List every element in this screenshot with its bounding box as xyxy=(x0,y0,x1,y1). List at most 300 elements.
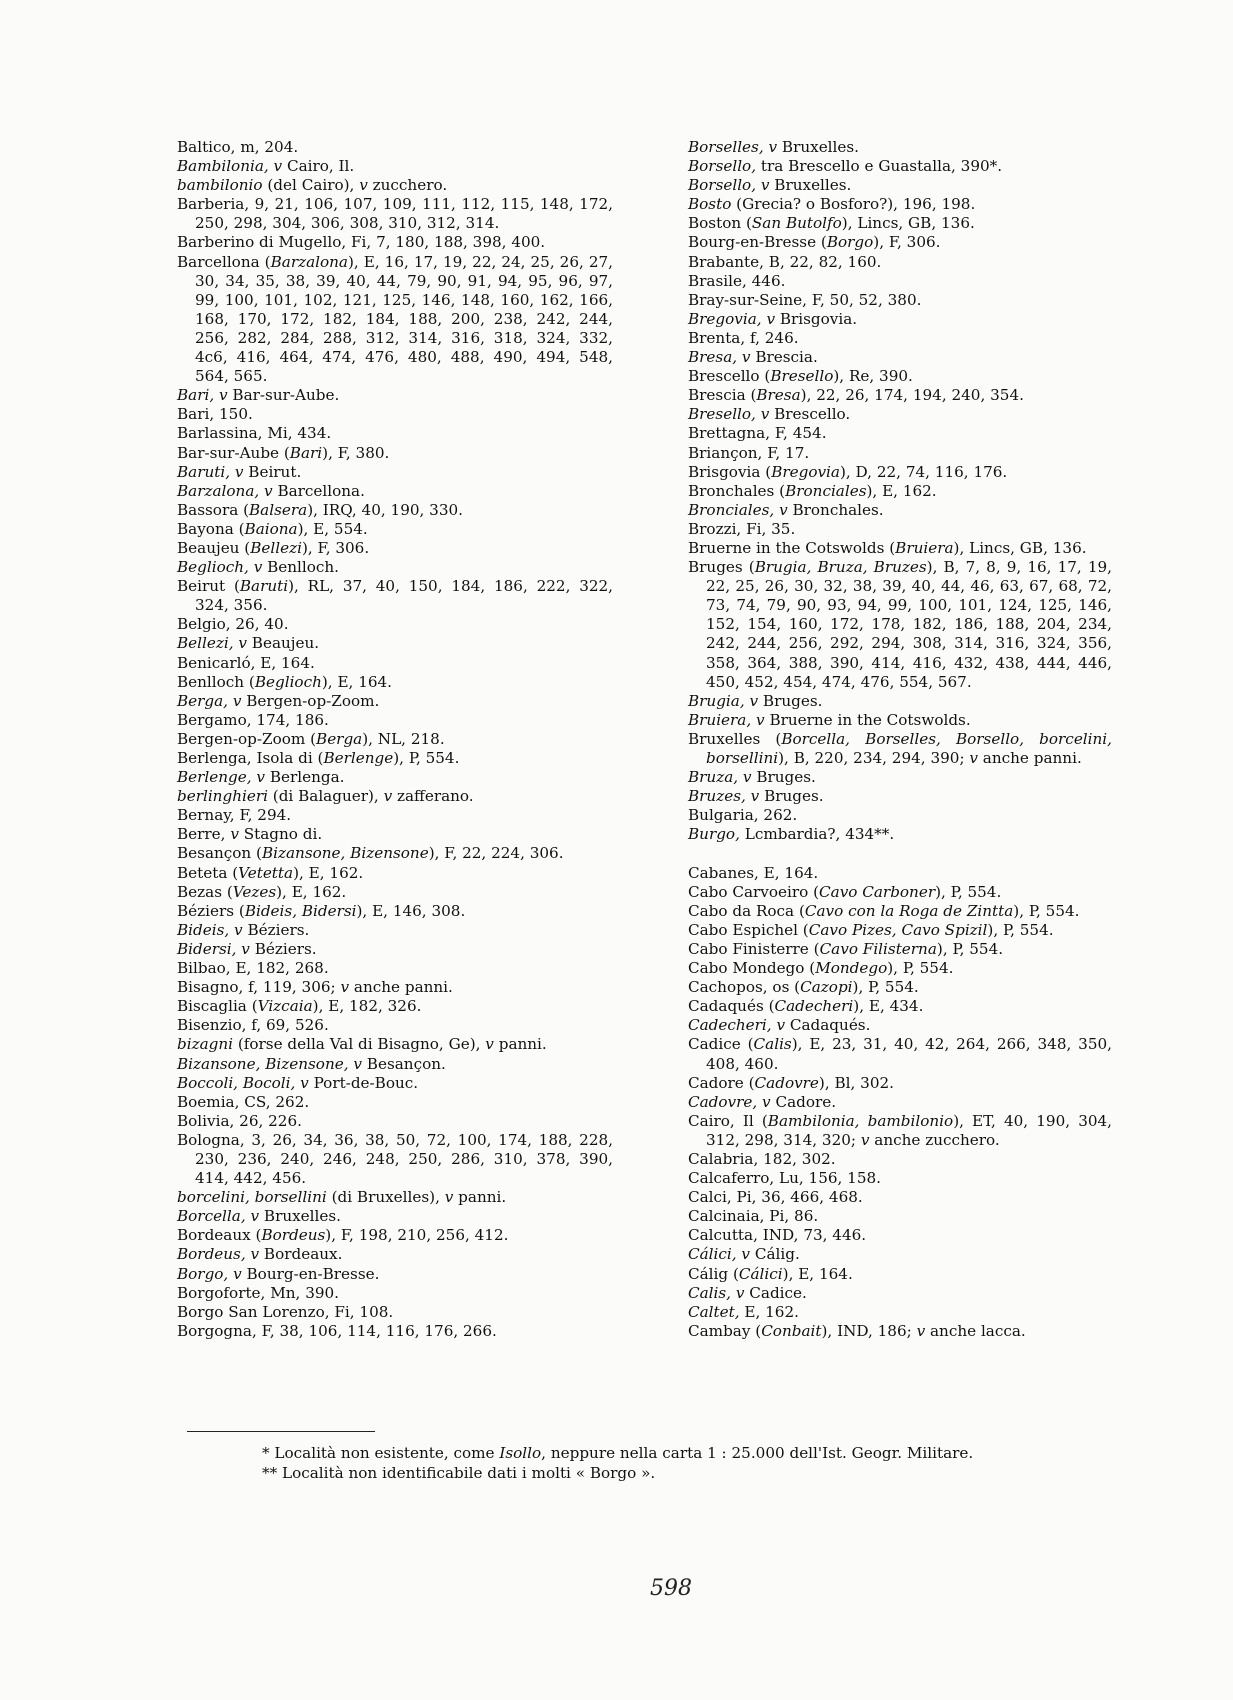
entry-text: Béziers ( xyxy=(177,901,245,920)
index-entry xyxy=(177,176,613,195)
entry-italic-text: Bruzes, xyxy=(688,787,746,806)
index-entry xyxy=(177,959,613,978)
index-entry xyxy=(688,405,1112,424)
entry-text: ), P, 554. xyxy=(1013,901,1080,920)
entry-text: Borgogna, F, 38, 106, 114, 116, 176, 266. xyxy=(177,1321,497,1340)
entry-italic-text: Bizansone, Bizensone, xyxy=(177,1054,349,1073)
entry-italic-text: Berlenge xyxy=(323,749,394,767)
entry-italic-text: v xyxy=(749,691,759,710)
entry-text: Borgoforte, Mn, 390. xyxy=(177,1283,340,1302)
index-entry xyxy=(688,463,1112,482)
index-entry xyxy=(688,864,1112,883)
entry-text: Barcellona. xyxy=(272,481,365,500)
index-entry xyxy=(688,138,1112,157)
index-entry xyxy=(688,1226,1112,1245)
entry-italic-text: v xyxy=(485,1035,494,1054)
index-entry xyxy=(177,673,613,692)
index-entry xyxy=(177,539,613,558)
section-gap xyxy=(688,844,1120,863)
entry-text: ), F, 22, 224, 306. xyxy=(428,844,564,863)
index-entry xyxy=(688,444,1112,463)
entry-text: Cairo, Il. xyxy=(282,157,355,176)
entry-text: Calci, Pi, 36, 466, 468. xyxy=(688,1188,863,1207)
index-entry xyxy=(688,1322,1112,1341)
index-entry xyxy=(688,348,1112,367)
entry-italic-text: v xyxy=(383,787,393,806)
index-entry xyxy=(177,787,613,806)
index-entry xyxy=(177,654,613,673)
entry-text: Borgo San Lorenzo, Fi, 108. xyxy=(177,1302,394,1321)
entry-text: Brescello. xyxy=(769,405,851,424)
index-entry xyxy=(177,463,613,482)
entry-italic-text: Vezes xyxy=(232,882,277,901)
index-entry xyxy=(177,1074,613,1093)
index-entry xyxy=(177,978,613,997)
entry-text: Beirut ( xyxy=(177,577,240,596)
entry-text: Brabante, B, 22, 82, 160. xyxy=(688,252,882,271)
entry-text: Calcinaia, Pi, 86. xyxy=(688,1207,819,1226)
entry-italic-text: v xyxy=(230,825,239,844)
entry-text: Cálig. xyxy=(750,1245,800,1264)
index-entry xyxy=(177,386,613,405)
entry-text: Biscaglia ( xyxy=(177,997,258,1016)
entry-text: Bourg-en-Bresse. xyxy=(241,1264,380,1283)
entry-text: Béziers. xyxy=(249,939,317,958)
entry-text: Besançon ( xyxy=(177,844,262,863)
entry-italic-text: Bideis, Bidersi xyxy=(244,901,357,920)
entry-italic-text: v xyxy=(273,157,283,176)
index-entry xyxy=(177,864,613,883)
entry-text: Brettagna, F, 454. xyxy=(688,424,827,443)
entry-text: ), E, 182, 326. xyxy=(312,997,422,1016)
entry-italic-text: Bruiera xyxy=(895,538,954,557)
entry-text: Berlenga. xyxy=(265,768,345,787)
entry-text: Bruxelles. xyxy=(777,138,860,156)
entry-text: Bergamo, 174, 186. xyxy=(177,710,329,729)
entry-italic-text: Bambilonia, xyxy=(177,157,269,176)
index-entry xyxy=(688,902,1112,921)
entry-text: Bari, 150. xyxy=(177,405,253,424)
entry-text: zafferano. xyxy=(392,787,474,806)
entry-italic-text: v xyxy=(233,1264,242,1283)
entry-text: Brozzi, Fi, 35. xyxy=(688,519,796,538)
entry-italic-text: Beglioch, xyxy=(177,558,249,577)
entry-italic-text: Borgo, xyxy=(177,1264,229,1283)
entry-italic-text: v xyxy=(340,978,350,997)
entry-text: Beirut. xyxy=(243,462,302,481)
index-entry xyxy=(177,1265,613,1284)
entry-text: ), Lincs, GB, 136. xyxy=(953,538,1087,557)
entry-text: Brenta, f, 246. xyxy=(688,328,799,347)
entry-italic-text: Baruti xyxy=(239,577,289,596)
entry-italic-text: Cavo Filisterna xyxy=(819,939,937,958)
entry-text: Brescia ( xyxy=(688,386,757,405)
index-entry xyxy=(177,424,613,443)
entry-text: ), P, 554. xyxy=(887,959,954,978)
entry-text: Bilbao, E, 182, 268. xyxy=(177,959,329,978)
index-entry xyxy=(688,692,1112,711)
footnote xyxy=(262,1443,973,1463)
index-entry xyxy=(177,997,613,1016)
index-entry xyxy=(688,386,1112,405)
entry-italic-text: Bresello, xyxy=(688,405,756,424)
entry-italic-text: v xyxy=(359,176,368,195)
index-entry xyxy=(688,1303,1112,1322)
index-entry xyxy=(177,1188,613,1207)
index-entry xyxy=(177,1245,613,1264)
entry-text: ), E, 164. xyxy=(782,1264,853,1283)
entry-italic-text: v xyxy=(353,1054,362,1073)
index-entry xyxy=(688,768,1112,787)
index-entry xyxy=(177,825,613,844)
footnote-text: , neppure nella carta 1 : 25.000 dell'Ist. Geogr. Militare. xyxy=(541,1444,974,1462)
entry-italic-text: v xyxy=(219,386,228,405)
entry-text: Cadaqués ( xyxy=(688,997,775,1016)
entry-text: Cabo Carvoeiro ( xyxy=(688,882,820,901)
entry-text: ), E, 162. xyxy=(866,481,937,500)
entry-text: Cadice ( xyxy=(688,1035,754,1054)
entry-text: Benlloch ( xyxy=(177,672,255,691)
entry-italic-text: Cazopi xyxy=(800,978,853,997)
entry-italic-text: borcelini, borsellini xyxy=(177,1188,327,1207)
entry-italic-text: Bresa, xyxy=(688,348,738,367)
index-entry xyxy=(688,978,1112,997)
entry-text: ), E, 554. xyxy=(297,519,368,538)
entry-text: Benicarló, E, 164. xyxy=(177,653,315,672)
entry-text: Cabo Mondego ( xyxy=(688,959,816,978)
index-entry xyxy=(688,1207,1112,1226)
index-entry xyxy=(177,195,613,233)
index-entry xyxy=(688,424,1112,443)
index-entry xyxy=(177,444,613,463)
page-number: 598 xyxy=(650,1576,692,1601)
entry-italic-text: v xyxy=(760,405,770,424)
entry-text: Calabria, 182, 302. xyxy=(688,1149,836,1168)
entry-text: ), E, 162. xyxy=(276,882,347,901)
footnote-text: Isollo xyxy=(499,1444,542,1462)
entry-italic-text: v xyxy=(234,462,244,481)
footnote-text: ** Località non identificabile dati i molti « Borgo ». xyxy=(262,1464,656,1482)
entry-italic-text: Boccoli, Bocoli, xyxy=(177,1073,296,1092)
index-entry xyxy=(688,157,1112,176)
footnotes xyxy=(262,1443,973,1483)
index-entry xyxy=(688,329,1112,348)
entry-text: Brescia. xyxy=(750,348,818,367)
entry-text: Beaujeu ( xyxy=(177,538,251,557)
index-entry xyxy=(688,233,1112,252)
index-column-left xyxy=(177,138,647,1341)
entry-text: Bordeaux. xyxy=(259,1245,343,1264)
entry-text: Boston ( xyxy=(688,214,752,233)
entry-italic-text: Brugia, xyxy=(688,691,745,710)
entry-text: Bruges. xyxy=(759,787,824,806)
index-entry xyxy=(688,176,1112,195)
entry-text: ), P, 554. xyxy=(393,749,460,767)
index-entry xyxy=(177,253,613,387)
entry-text: ), Lincs, GB, 136. xyxy=(841,214,975,233)
entry-text: ), Bl, 302. xyxy=(818,1073,894,1092)
entry-italic-text: Bambilonia, bambilonio xyxy=(767,1111,954,1130)
index-entry xyxy=(177,921,613,940)
index-entry xyxy=(688,253,1112,272)
entry-text: Bisenzio, f, 69, 526. xyxy=(177,1016,329,1035)
entry-text: ), F, 380. xyxy=(322,443,390,462)
entry-text: ), E, 164. xyxy=(321,672,393,691)
entry-italic-text: Bordeus, xyxy=(177,1245,246,1264)
index-entry xyxy=(688,883,1112,902)
entry-text: Port-de-Bouc. xyxy=(308,1073,419,1092)
index-entry xyxy=(688,1016,1112,1035)
entry-italic-text: Balsera xyxy=(249,500,308,519)
entry-text: Cadaqués. xyxy=(785,1016,871,1035)
index-entry xyxy=(688,520,1112,539)
entry-italic-text: Cavo Pizes, Cavo Spizil xyxy=(808,920,988,939)
entry-text: Beaujeu. xyxy=(246,634,320,653)
entry-text: Benlloch. xyxy=(262,558,340,577)
entry-italic-text: v xyxy=(253,558,263,577)
index-entry xyxy=(177,1016,613,1035)
entry-text: Baltico, m, 204. xyxy=(177,138,299,156)
entry-italic-text: Bellezi xyxy=(250,538,302,557)
entry-italic-text: Borgo xyxy=(826,233,874,252)
entry-italic-text: Bregovia xyxy=(771,462,840,481)
entry-text: ), 22, 26, 174, 194, 240, 354. xyxy=(800,386,1024,405)
index-entry xyxy=(177,482,613,501)
index-entry xyxy=(177,749,613,768)
entry-text: Cadore. xyxy=(770,1092,837,1111)
entry-text: Bronchales ( xyxy=(688,481,786,500)
index-entry xyxy=(688,959,1112,978)
entry-italic-text: Conbait xyxy=(761,1321,822,1340)
entry-text: Brisgovia ( xyxy=(688,462,772,481)
entry-text: ), IRQ, 40, 190, 330. xyxy=(307,500,463,519)
entry-text: Bordeaux ( xyxy=(177,1226,262,1245)
entry-text: Stagno di. xyxy=(238,825,323,844)
entry-italic-text: v xyxy=(250,1245,260,1264)
entry-italic-text: v xyxy=(860,1130,870,1149)
entry-text: ), P, 554. xyxy=(852,978,919,997)
index-entry xyxy=(177,1131,613,1188)
index-entry xyxy=(688,310,1112,329)
index-entry xyxy=(177,501,613,520)
entry-italic-text: Bronciales xyxy=(785,481,867,500)
entry-text: Bar-sur-Aube ( xyxy=(177,443,290,462)
entry-italic-text: Berga, xyxy=(177,691,229,710)
entry-italic-text: Berlenge, xyxy=(177,768,252,787)
entry-text: ), E, 16, 17, 19, 22, 24, 25, 26, 27, 30, 34, 35, 38, 39, 40, 44, 79, 90, 91, 94, 95, 96, 97, 99, 100, 101, 102, 121, 125, 146, 148, 160, 162, 166, 168, 170, 172, 182, 184, 188, 200, 238, 242, 244, 256, 282, 284, 288, 312, 314, 316, 318, 324, 332, 4c6, 416, 464, 474, 476, 480, 488, 490, 494, 548, 564, 565. xyxy=(195,252,613,386)
index-entry xyxy=(688,1284,1112,1303)
entry-text: Bruges ( xyxy=(688,558,755,577)
index-entry xyxy=(177,730,613,749)
index-entry xyxy=(177,138,613,157)
entry-italic-text: v xyxy=(234,920,243,939)
entry-italic-text: Borsello, xyxy=(688,176,757,195)
entry-italic-text: Mondego xyxy=(815,959,888,978)
entry-text: Bolivia, 26, 226. xyxy=(177,1111,302,1130)
entry-text: Cachopos, os ( xyxy=(688,978,801,997)
entry-text: ), RL, 37, 40, 150, 184, 186, 222, 322, 324, 356. xyxy=(195,577,614,615)
index-entry xyxy=(688,787,1112,806)
entry-text: ), D, 22, 74, 116, 176. xyxy=(839,462,1008,481)
entry-text: Béziers. xyxy=(242,920,310,939)
entry-italic-text: Bruza, xyxy=(688,768,739,787)
entry-text: Cálig ( xyxy=(688,1264,739,1283)
entry-italic-text: v xyxy=(241,939,250,958)
entry-text: Cabanes, E, 164. xyxy=(688,863,819,882)
entry-text: Barberia, 9, 21, 106, 107, 109, 111, 112, 115, 148, 172, 250, 298, 304, 306, 308, 310, 312, 314. xyxy=(177,195,613,233)
entry-italic-text: Cavo con la Roga de Zintta xyxy=(804,901,1014,920)
entry-italic-text: Bari xyxy=(289,443,323,462)
entry-text: panni. xyxy=(493,1035,547,1054)
entry-text: ), IND, 186; xyxy=(821,1321,917,1340)
entry-text: Cadore ( xyxy=(688,1073,755,1092)
entry-italic-text: v xyxy=(232,691,242,710)
entry-italic-text: v xyxy=(256,768,265,787)
entry-italic-text: Calis, xyxy=(688,1283,732,1302)
entry-text: Bar-sur-Aube. xyxy=(227,386,340,405)
entry-italic-text: Cadecheri, xyxy=(688,1016,772,1035)
index-entry xyxy=(177,1284,613,1303)
entry-italic-text: Caltet, xyxy=(688,1302,740,1321)
index-entry xyxy=(688,214,1112,233)
entry-italic-text: Beglioch xyxy=(254,672,322,691)
entry-italic-text: Barzalona, xyxy=(177,481,260,500)
index-entry xyxy=(177,520,613,539)
entry-italic-text: berlinghieri xyxy=(177,787,268,806)
index-entry xyxy=(177,157,613,176)
entry-text: E, 162. xyxy=(739,1302,799,1321)
entry-italic-text: Cadovre, xyxy=(688,1092,758,1111)
entry-text: Cambay ( xyxy=(688,1321,762,1340)
index-entry xyxy=(688,1188,1112,1207)
entry-italic-text: v xyxy=(766,309,776,328)
entry-text: tra Brescello e Guastalla, 390*. xyxy=(756,157,1003,176)
entry-text: Barcellona ( xyxy=(177,252,271,271)
entry-text: ), ET, 40, 190, 304, 312, 298, 314, 320; xyxy=(706,1111,1113,1149)
index-entry xyxy=(688,539,1112,558)
index-entry xyxy=(688,1093,1112,1112)
entry-italic-text: Borcella, xyxy=(177,1207,246,1226)
entry-italic-text: bizagni xyxy=(177,1035,233,1054)
entry-italic-text: v xyxy=(444,1188,454,1207)
entry-text: Brescello ( xyxy=(688,367,771,386)
entry-text: (del Cairo), xyxy=(262,176,360,195)
entry-italic-text: Baiona xyxy=(244,519,298,538)
entry-italic-text: Cálici, xyxy=(688,1245,737,1264)
entry-text: ), Re, 390. xyxy=(833,367,913,386)
entry-italic-text: v xyxy=(756,710,765,729)
index-entry xyxy=(688,195,1112,214)
index-entry xyxy=(177,1112,613,1131)
entry-italic-text: Calis xyxy=(753,1035,792,1054)
entry-italic-text: v xyxy=(750,787,760,806)
entry-text: anche lacca. xyxy=(925,1321,1026,1340)
entry-italic-text: v xyxy=(779,500,788,519)
entry-text: Lcmbardia?, 434**. xyxy=(739,825,895,844)
index-entry xyxy=(177,711,613,730)
entry-italic-text: Berga xyxy=(316,729,363,748)
entry-text: Besançon. xyxy=(361,1054,446,1073)
index-entry xyxy=(177,233,613,252)
entry-text: ), B, 220, 234, 294, 390; xyxy=(778,749,970,767)
entry-italic-text: Vizcaia xyxy=(257,997,313,1016)
entry-text: panni. xyxy=(453,1188,507,1207)
footnote xyxy=(262,1463,973,1483)
entry-text: ), P, 554. xyxy=(936,939,1004,958)
index-entry xyxy=(177,1207,613,1226)
entry-text: ), NL, 218. xyxy=(362,729,445,748)
index-column-right xyxy=(688,138,1120,1341)
entry-text: Bologna, 3, 26, 34, 36, 38, 50, 72, 100, 174, 188, 228, 230, 236, 240, 246, 248, 250, 286, 310, 378, 390, 414, 442, 456. xyxy=(177,1130,613,1188)
index-entry xyxy=(177,806,613,825)
index-entry xyxy=(177,577,613,615)
entry-italic-text: v xyxy=(735,1283,745,1302)
entry-italic-text: v xyxy=(250,1207,260,1226)
index-entry xyxy=(688,1112,1112,1150)
entry-text: Bezas ( xyxy=(177,882,233,901)
entry-italic-text: bambilonio xyxy=(177,176,263,195)
entry-text: Bruges. xyxy=(758,691,823,710)
index-entry xyxy=(177,902,613,921)
index-entry xyxy=(177,1093,613,1112)
footnote-divider xyxy=(187,1431,375,1432)
entry-text: anche zucchero. xyxy=(869,1130,1000,1149)
entry-italic-text: Cadecheri xyxy=(774,997,854,1016)
index-entry xyxy=(177,768,613,787)
entry-text: ), E, 23, 31, 40, 42, 264, 266, 348, 350, 408, 460. xyxy=(706,1035,1112,1073)
entry-italic-text: Cálici xyxy=(738,1264,783,1283)
entry-italic-text: Bruiera, xyxy=(688,710,752,729)
entry-text: Bergen-op-Zoom. xyxy=(241,691,380,710)
entry-italic-text: v xyxy=(916,1321,926,1340)
index-entry xyxy=(688,291,1112,310)
index-entry xyxy=(688,367,1112,386)
entry-italic-text: Cadovre xyxy=(754,1073,819,1092)
index-entry xyxy=(688,1245,1112,1264)
entry-text: Cabo Espichel ( xyxy=(688,920,809,939)
entry-italic-text: v xyxy=(742,768,752,787)
entry-italic-text: v xyxy=(969,749,978,767)
entry-text: Bruerne in the Cotswolds ( xyxy=(688,538,896,557)
index-entry xyxy=(688,825,1112,844)
entry-text: Bruxelles ( xyxy=(688,729,782,748)
entry-text: Bourg-en-Bresse ( xyxy=(688,233,827,252)
entry-italic-text: Bronciales, xyxy=(688,500,775,519)
index-entry xyxy=(688,482,1112,501)
entry-text: Bruxelles. xyxy=(769,176,852,195)
entry-text: Cabo da Roca ( xyxy=(688,901,805,920)
entry-text: Bray-sur-Seine, F, 50, 52, 380. xyxy=(688,290,922,309)
index-entry xyxy=(688,501,1112,520)
entry-text: Cabo Finisterre ( xyxy=(688,939,820,958)
index-entry xyxy=(177,844,613,863)
entry-text: Bruerne in the Cotswolds. xyxy=(764,710,971,729)
index-entry xyxy=(688,1035,1112,1073)
entry-italic-text: Bresello xyxy=(770,367,834,386)
entry-italic-text: v xyxy=(238,634,247,653)
entry-text: (di Bruxelles), xyxy=(326,1188,445,1207)
entry-text: (forse della Val di Bisagno, Ge), xyxy=(233,1035,486,1054)
entry-text: Calcaferro, Lu, 156, 158. xyxy=(688,1169,882,1188)
index-entry xyxy=(688,711,1112,730)
entry-text: ), E, 434. xyxy=(853,997,924,1016)
entry-text: Belgio, 26, 40. xyxy=(177,615,289,634)
entry-text: Bassora ( xyxy=(177,500,250,519)
entry-text: anche panni. xyxy=(977,749,1082,767)
entry-italic-text: Bresa xyxy=(756,386,801,405)
entry-text: anche panni. xyxy=(349,978,453,997)
entry-italic-text: Bari, xyxy=(177,386,215,405)
